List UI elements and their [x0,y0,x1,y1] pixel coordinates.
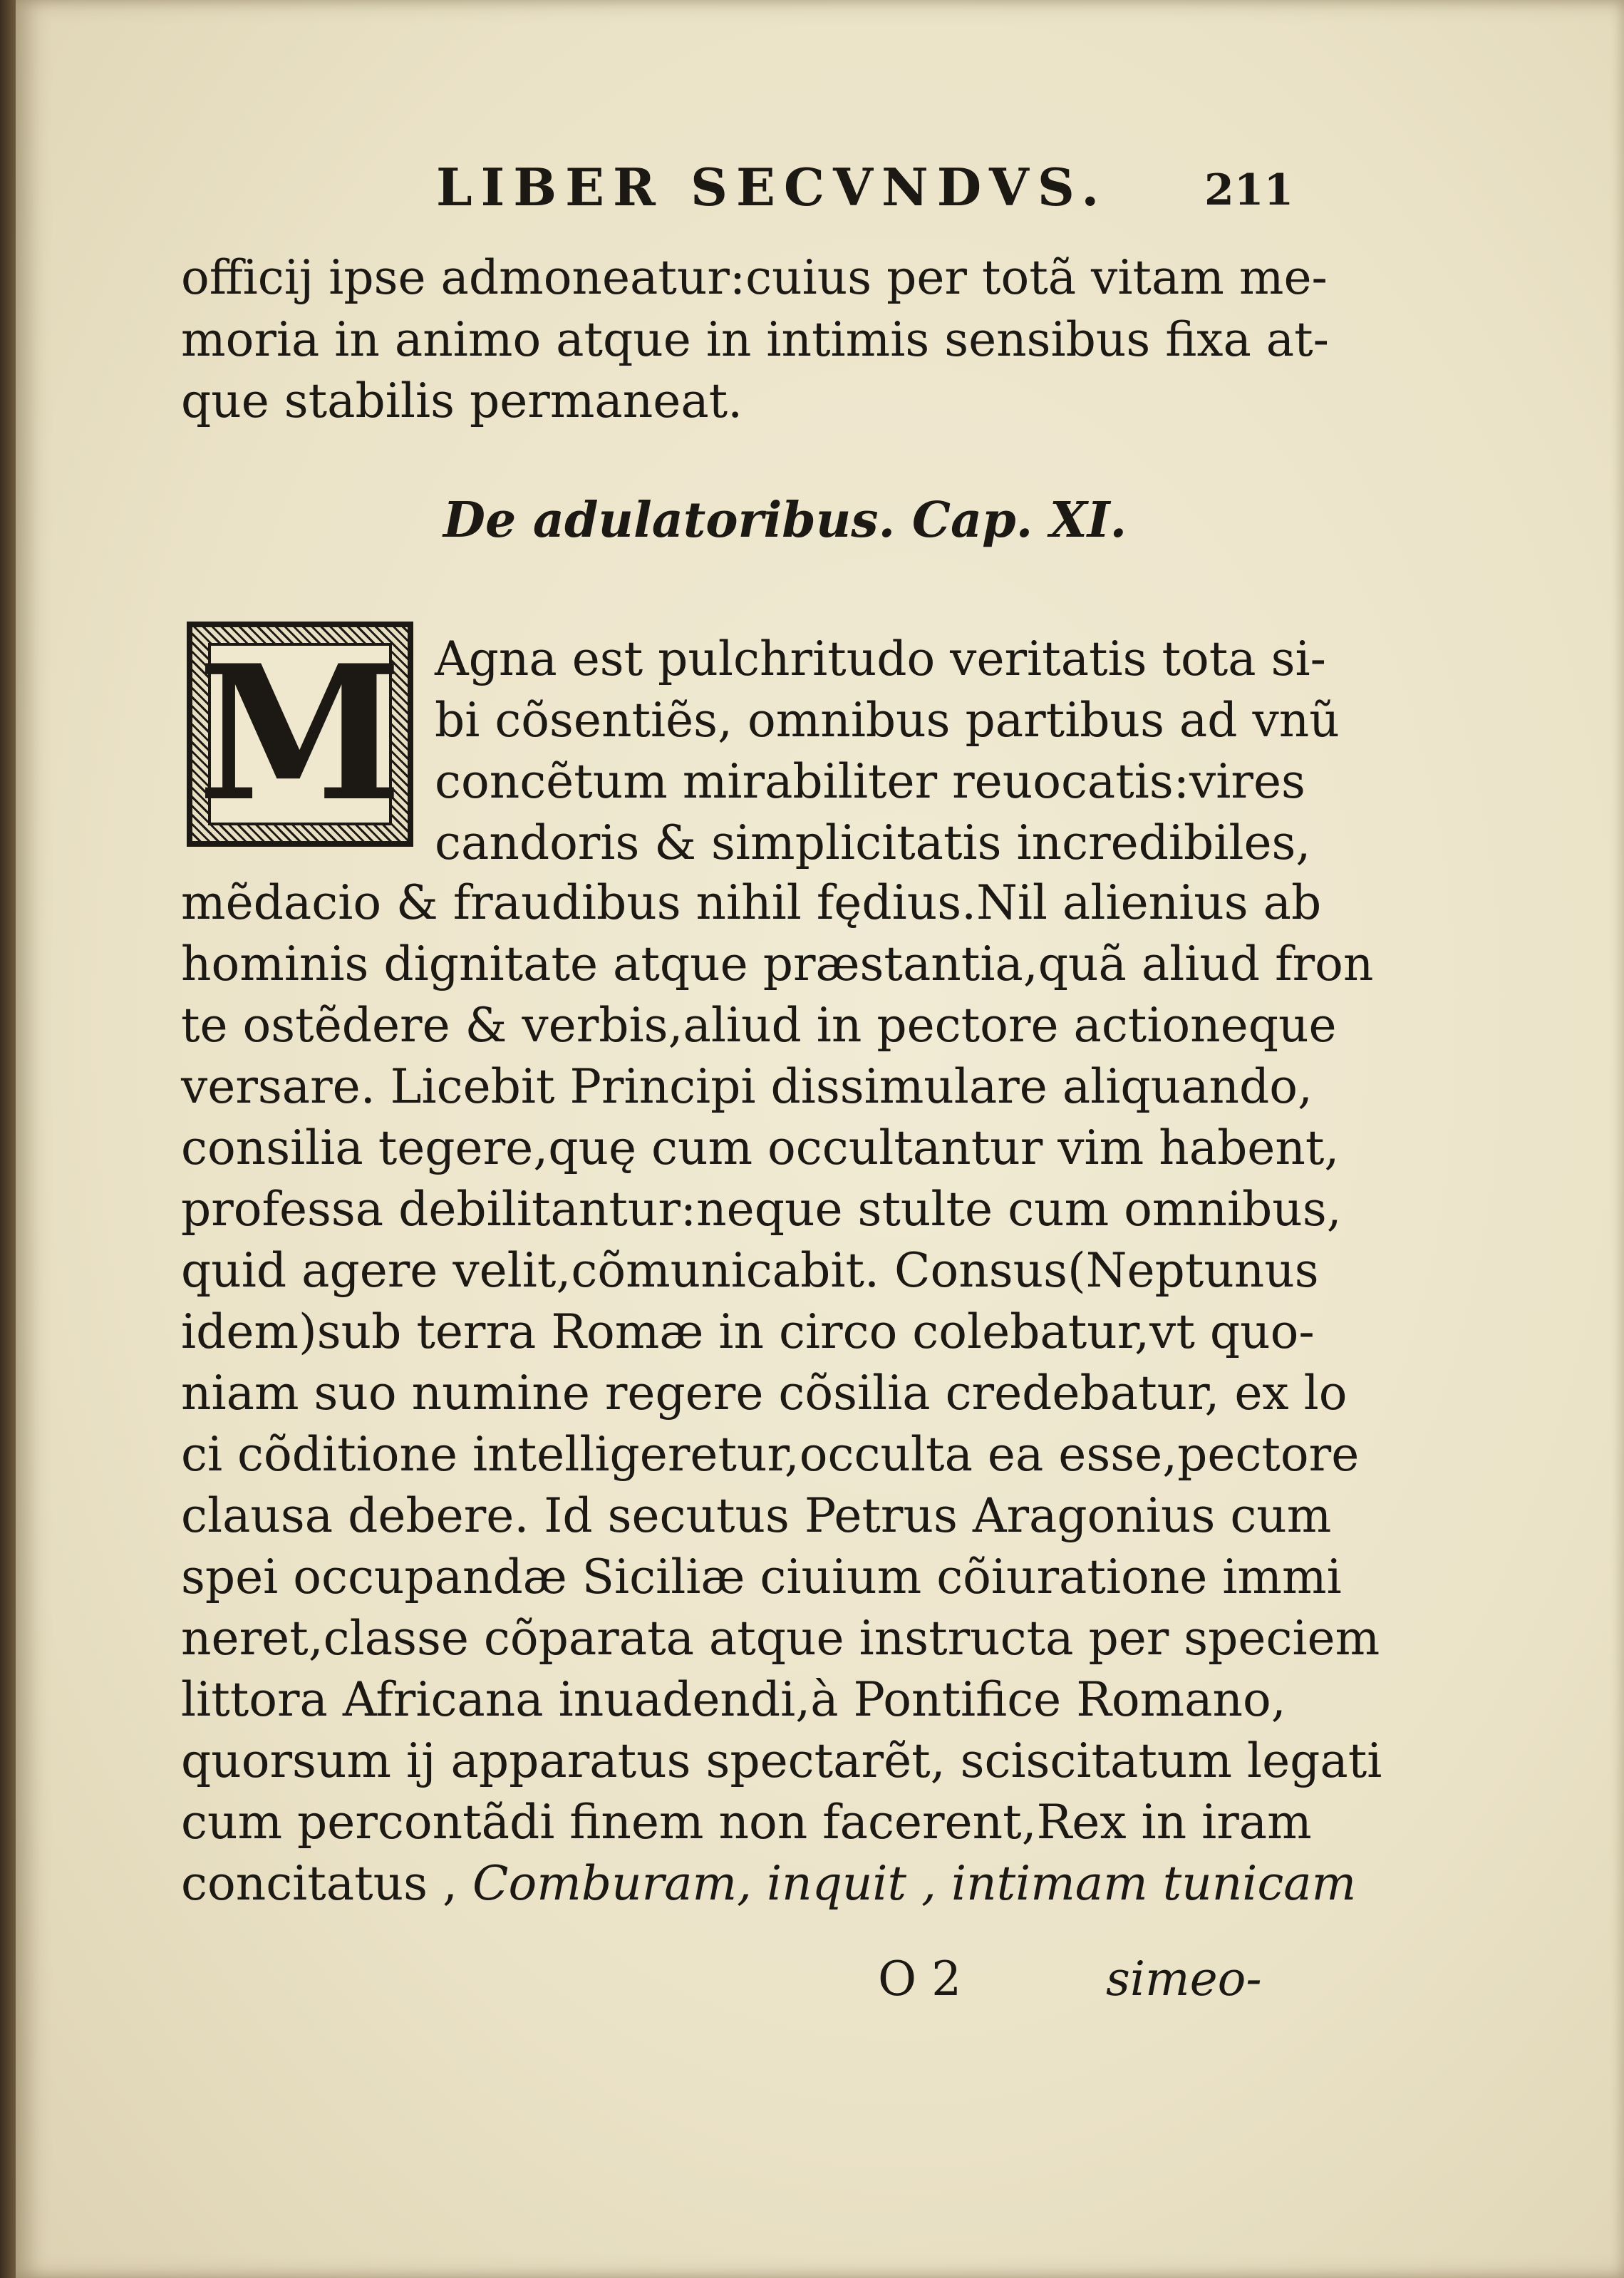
book-page [16,0,1624,2278]
text-line: hominis dignitate atque præstantia,quã aliud fron [181,937,1374,991]
signature-mark: O 2 [878,1952,962,2006]
text-line: officij ipse admoneatur:cuius per totã vitam me- [181,250,1328,305]
text-line: niam suo numine regere cõsilia credebatur, ex lo [181,1366,1348,1421]
text-line: quid agere velit,cõmunicabit. Consus(Neptunus [181,1243,1319,1298]
text-line: cum percontãdi finem non facerent,Rex in iram [181,1795,1312,1850]
text-line: mẽdacio & fraudibus nihil fędius.Nil alienius ab [181,875,1322,930]
page-number: 211 [1204,165,1294,215]
decorated-initial [187,622,413,847]
text-line: professa debilitantur:neque stulte cum omnibus, [181,1182,1342,1237]
text-line: concẽtum mirabiliter reuocatis:vires [435,754,1305,809]
book-spine-edge [0,0,16,2278]
initial-letter: M [197,625,403,842]
text-line: moria in animo atque in intimis sensibus fixa at- [181,312,1329,367]
running-title: LIBER SECVNDVS. [436,157,1108,217]
text-italic: Comburam, inquit , intimam tunicam [472,1856,1357,1911]
text-line: versare. Licebit Principi dissimulare aliquando, [181,1059,1313,1114]
catchword: simeo- [1106,1952,1262,2006]
text-line: candoris & simplicitatis incredibiles, [435,815,1311,870]
text-line: bi cõsentiẽs, omnibus partibus ad vnũ [435,693,1340,748]
text-line: neret,classe cõparata atque instructa per speciem [181,1611,1380,1666]
decorated-initial-panel [197,625,403,842]
text-line: littora Africana inuadendi,à Pontifice Romano, [181,1672,1286,1727]
show-through-text [329,161,348,216]
text-line: clausa debere. Id secutus Petrus Aragonius cum [181,1488,1332,1543]
text-line: te ostẽdere & verbis,aliud in pectore actioneque [181,998,1337,1053]
text-line: spei occupandæ Siciliæ ciuium cõiuratione immi [181,1550,1342,1604]
text-line-last [181,1852,1357,1916]
text-line: Agna est pulchritudo veritatis tota si- [435,632,1326,686]
text-line: idem)sub terra Romæ in circo colebatur,vt quo- [181,1304,1315,1359]
text-line: consilia tegere,quę cum occultantur vim habent, [181,1120,1340,1175]
chapter-heading: De adulatoribus. Cap. XI. [443,492,1127,549]
text-line: quorsum ij apparatus spectarẽt, sciscitatum legati [181,1733,1382,1788]
text-roman: concitatus , [181,1856,458,1911]
text-line: ci cõditione intelligeretur,occulta ea esse,pectore [181,1427,1360,1482]
text-line: que stabilis permaneat. [181,373,743,428]
